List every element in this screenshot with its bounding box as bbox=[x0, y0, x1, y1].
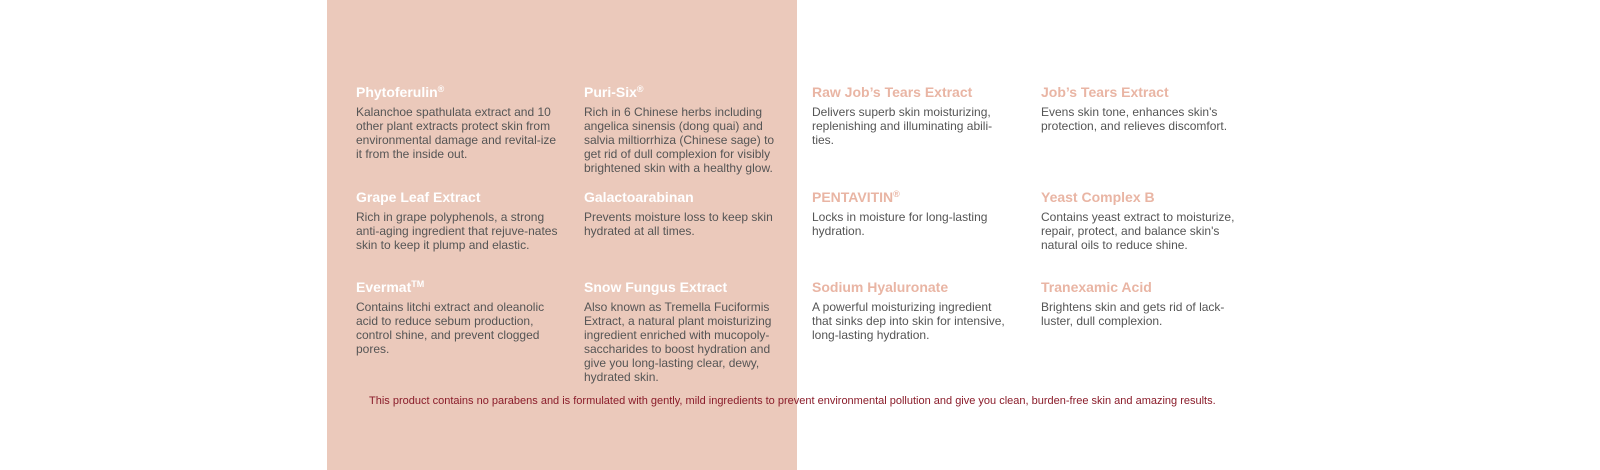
ingredient-sodium-hyaluronate bbox=[812, 279, 1012, 342]
trademark-mark: TM bbox=[411, 279, 425, 289]
ingredient-description: Rich in grape polyphenols, a strong anti-aging ingredient that rejuve-nates skin to keep it plump and elastic. bbox=[356, 210, 558, 252]
ingredient-title: Phytoferulin® bbox=[356, 84, 445, 100]
ingredient-description: Rich in 6 Chinese herbs including angelica sinensis (dong quai) and salvia miltiorrhiza (Chinese sage) to get rid of dull complexion for visibly brightened skin with a healthy glow. bbox=[584, 105, 775, 175]
ingredient-description: Evens skin tone, enhances skin's protection, and relieves discomfort. bbox=[1041, 105, 1228, 133]
ingredient-description: Also known as Tremella Fuciformis Extract, a natural plant moisturizing ingredient enriched with mucopoly-saccharides to boost hydration and give you long-lasting clear, dewy, hydrated skin. bbox=[584, 300, 772, 384]
ingredient-yeast-complex-b bbox=[1041, 189, 1246, 252]
ingredient-title: PENTAVITIN® bbox=[812, 189, 900, 205]
ingredient-title: Grape Leaf Extract bbox=[356, 189, 481, 205]
ingredient-description: Prevents moisture loss to keep skin hydrated at all times. bbox=[584, 210, 773, 238]
ingredient-snow-fungus-extract bbox=[584, 279, 789, 384]
ingredient-raw-jobs-tears-extract bbox=[812, 84, 1012, 147]
ingredient-phytoferulin bbox=[356, 84, 561, 161]
ingredient-description: A powerful moisturizing ingredient that sinks dep into skin for intensive, long-lasting hydration. bbox=[812, 300, 1005, 342]
ingredient-title: Puri-Six® bbox=[584, 84, 644, 100]
ingredient-title: Sodium Hyaluronate bbox=[812, 279, 949, 295]
ingredient-grape-leaf-extract bbox=[356, 189, 561, 252]
registered-mark: ® bbox=[437, 84, 445, 94]
ingredient-description: Locks in moisture for long-lasting hydration. bbox=[812, 210, 988, 238]
ingredient-description: Contains yeast extract to moisturize, repair, protect, and balance skin's natural oils to reduce shine. bbox=[1041, 210, 1235, 252]
ingredient-galactoarabinan bbox=[584, 189, 789, 238]
registered-mark: ® bbox=[636, 84, 644, 94]
ingredient-description: Delivers superb skin moisturizing, replenishing and illuminating abili-ties. bbox=[812, 105, 993, 147]
ingredient-description: Kalanchoe spathulata extract and 10 other plant extracts protect skin from environmental damage and revital-ize it from the inside out. bbox=[356, 105, 557, 161]
ingredient-tranexamic-acid bbox=[1041, 279, 1246, 328]
ingredient-description: Contains litchi extract and oleanolic acid to reduce sebum production, control shine, and prevent clogged pores. bbox=[356, 300, 545, 356]
ingredient-title: Job’s Tears Extract bbox=[1041, 84, 1169, 100]
ingredient-title: Raw Job’s Tears Extract bbox=[812, 84, 973, 100]
ingredient-jobs-tears-extract bbox=[1041, 84, 1246, 133]
ingredient-description: Brightens skin and gets rid of lack-luster, dull complexion. bbox=[1041, 300, 1225, 328]
ingredient-title: Evermat™ bbox=[356, 279, 425, 295]
ingredient-title: Galactoarabinan bbox=[584, 189, 694, 205]
ingredient-title: Snow Fungus Extract bbox=[584, 279, 728, 295]
ingredient-puri-six bbox=[584, 84, 789, 175]
ingredient-pentavitin bbox=[812, 189, 1012, 238]
registered-mark: ® bbox=[893, 189, 900, 199]
ingredient-title: Tranexamic Acid bbox=[1041, 279, 1152, 295]
ingredient-evermat bbox=[356, 279, 561, 356]
paraben-free-footnote: This product contains no parabens and is formulated with gently, mild ingredients to prevent environmental pollution and give you clean, burden-free skin and amazing results. bbox=[369, 395, 1216, 407]
ingredient-title: Yeast Complex B bbox=[1041, 189, 1155, 205]
